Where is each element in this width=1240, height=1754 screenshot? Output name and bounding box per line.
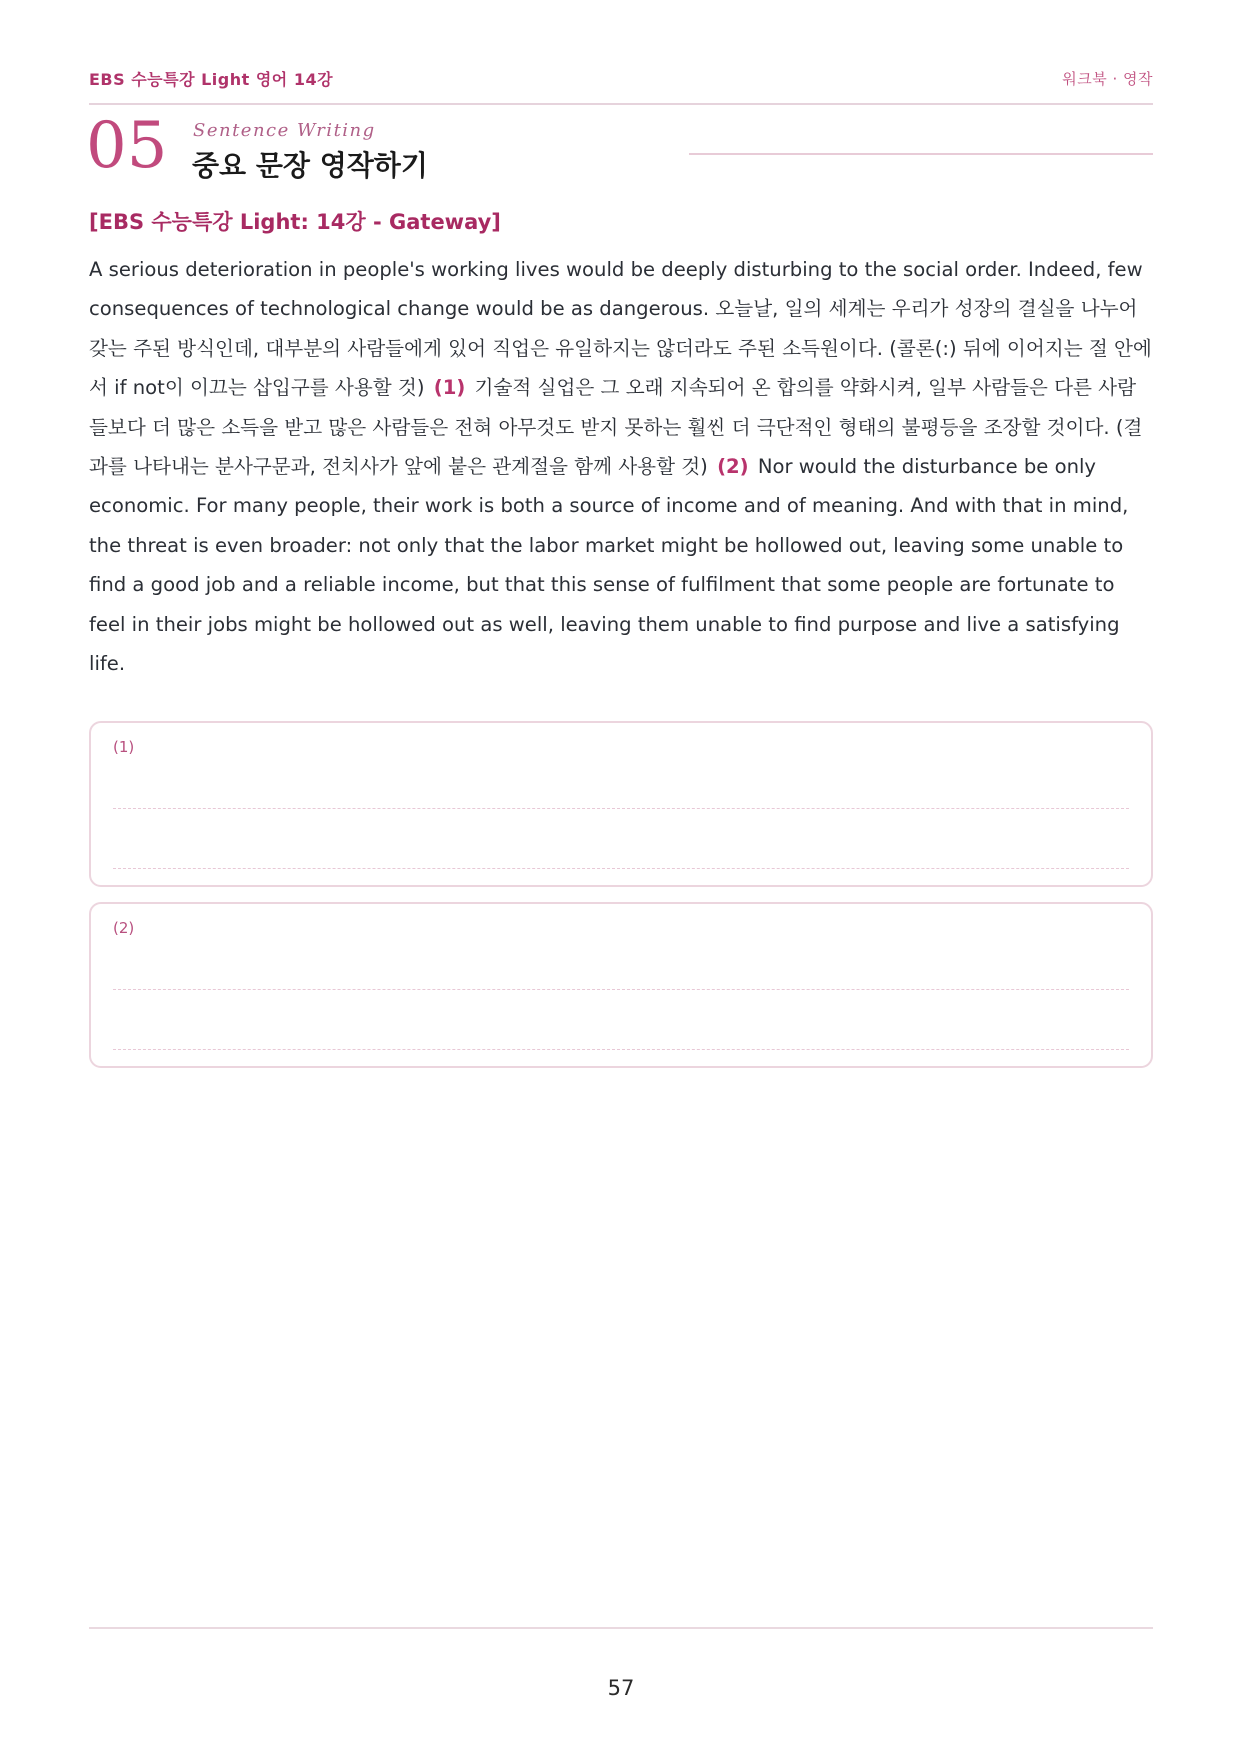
source-label: [EBS 수능특강 Light: 14강 - Gateway]	[89, 210, 501, 234]
header-divider	[89, 103, 1153, 105]
answer-line[interactable]	[113, 868, 1129, 869]
page-number: 57	[607, 1676, 635, 1700]
task-marker-2: (2)	[717, 455, 749, 479]
section-number: 05	[86, 109, 168, 183]
answer-box-2[interactable]	[89, 902, 1153, 1068]
section-heading	[86, 109, 1153, 186]
task-marker-1: (1)	[433, 376, 466, 400]
answer-label-1: (1)	[113, 738, 135, 756]
workbook-page	[86, 0, 1153, 1754]
section-subtitle: Sentence Writing	[193, 120, 376, 141]
section-tag: 워크북 · 영작	[1062, 69, 1153, 88]
passage-text	[89, 250, 1153, 683]
answer-line[interactable]	[113, 808, 1129, 809]
section-title: 중요 문장 영작하기	[192, 149, 428, 182]
answer-line[interactable]	[113, 989, 1129, 990]
footer-divider	[89, 1627, 1153, 1629]
answer-box-1[interactable]	[89, 721, 1153, 887]
passage-part-2: 기술적 실업은 그 오래 지속되어 온 합의를 약화시켜, 일부 사람들은 다른 사람들보다 더 많은 소득을 받고 많은 사람들은 전혀 아무것도 받지 못하는 훨씬 더 극단적인 형태의 불평등을 조장할 것이다. (결과를 나타내는 분사구문과, 전치사가 앞에 붙은 관계절을 함께 사용할 것)	[89, 376, 1143, 479]
page-header	[89, 66, 1153, 90]
book-title: EBS 수능특강 Light 영어 14강	[89, 69, 334, 89]
answer-line[interactable]	[113, 1049, 1129, 1050]
answer-label-2: (2)	[113, 919, 135, 937]
passage-part-3: Nor would the disturbance be only economic. For many people, their work is both a source of income and of meaning. And with that in mind, the threat is even broader: not only that the labor market might be hollowed out, leaving some unable to find a good job and a reliable income, but that this sense of fulfilment that some people are fortunate to feel in their jobs might be hollowed out as well, leaving them unable to find purpose and live a satisfying life.	[89, 455, 1129, 676]
title-divider	[689, 153, 1153, 155]
passage-part-1: A serious deterioration in people's working lives would be deeply disturbing to the social order. Indeed, few consequences of technological change would be as dangerous. 오늘날, 일의 세계는 우리가 성장의 결실을 나누어 갖는 주된 방식인데, 대부분의 사람들에게 있어 직업은 유일하지는 않더라도 주된 소득원이다. (콜론(:) 뒤에 이어지는 절 안에서 if not이 이끄는 삽입구를 사용할 것)	[89, 258, 1152, 400]
